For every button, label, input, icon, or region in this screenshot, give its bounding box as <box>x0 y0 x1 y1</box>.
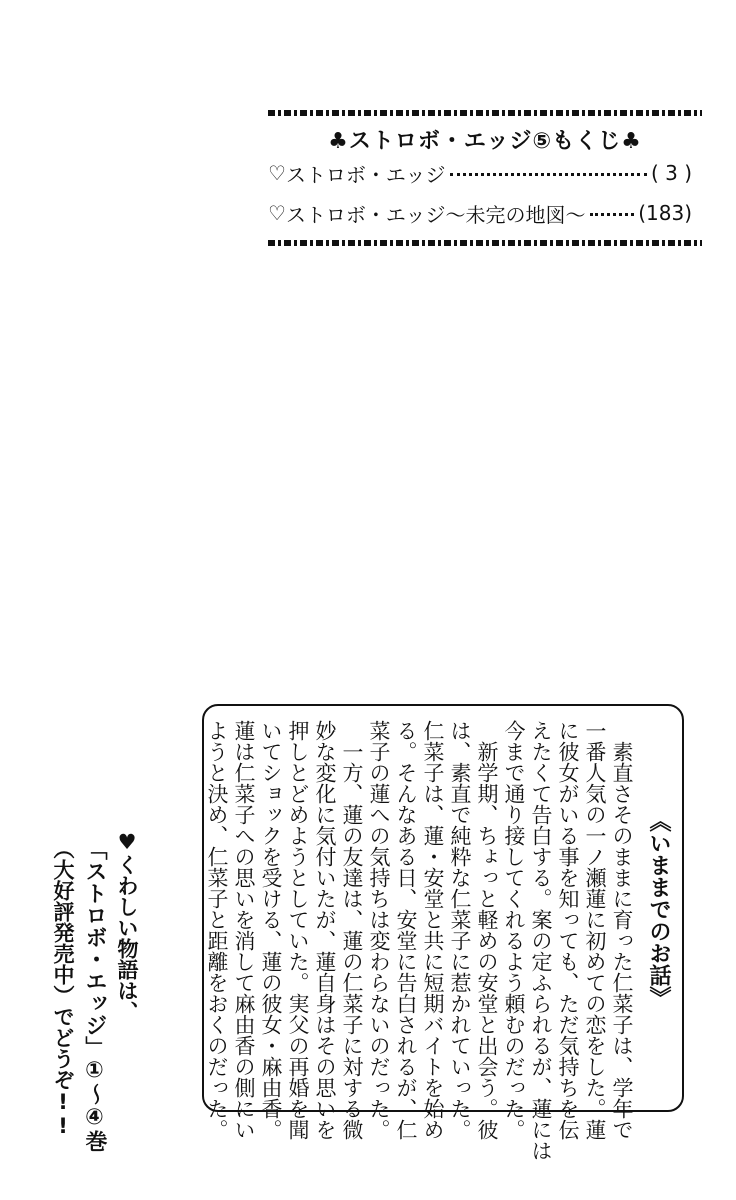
toc-title: ♣ストロボ・エッジ⑤もくじ♣ <box>328 129 642 154</box>
summary-line: えたくて告白する。案の定ふられるが、蓮には <box>529 720 553 1161</box>
toc-entry[interactable] <box>268 198 692 228</box>
info-line-more-story: ♥くわしい物語は、 <box>115 830 139 1022</box>
summary-line: ようと決め、仁菜子と距離をおくのだった。 <box>205 720 229 1140</box>
summary-line: 一方、蓮の友達は、蓮の仁菜子に対する微 <box>340 720 364 1140</box>
summary-line: 蓮は仁菜子への思いを消して麻由香の側にい <box>232 720 256 1140</box>
info-line-on-sale: （大好評発売中）でどうぞ!! <box>51 838 75 1138</box>
story-summary-box <box>202 704 684 1161</box>
toc-entry[interactable] <box>268 158 692 188</box>
summary-line: 新学期、ちょっと軽めの安堂と出会う。彼 <box>475 720 499 1140</box>
toc-bottom-rule <box>268 240 702 246</box>
summary-line: 菜子の蓮への気持ちは変わらないのだった。 <box>367 720 391 1140</box>
heart-outline-icon: ♡ <box>268 201 286 225</box>
toc-entry-label: ストロボ・エッジ〜未完の地図〜 <box>285 202 586 227</box>
heart-outline-icon: ♡ <box>268 161 286 185</box>
summary-line: 今まで通り接してくれるよう頼むのだった。 <box>502 720 526 1140</box>
summary-heading: 《いままでのお話》 <box>646 810 671 1008</box>
summary-line: 仁菜子は、蓮・安堂と共に短期バイトを始め <box>421 720 445 1140</box>
summary-line: る。そんなある日、安堂に告白されるが、仁 <box>394 720 418 1140</box>
summary-line: いてショックを受ける、蓮の彼女・麻由香。 <box>259 720 283 1140</box>
summary-line: 一番人気の一ノ瀬蓮に初めての恋をした。蓮 <box>583 720 607 1140</box>
toc-top-rule <box>268 110 702 116</box>
toc-leader-dots <box>450 165 647 176</box>
toc-entry-page: ( 3 ) <box>650 161 692 185</box>
summary-line: 妙な変化に気付いたが、蓮自身はその思いを <box>313 720 337 1140</box>
summary-line: 素直さそのままに育った仁菜子は、学年で <box>610 720 634 1140</box>
toc-leader-dots <box>590 205 635 216</box>
summary-line: 押しとどめようとしていた。実父の再婚を聞 <box>286 720 310 1140</box>
summary-line: は、素直で純粋な仁菜子に惹かれていった。 <box>448 720 472 1140</box>
info-line-volumes: 「ストロボ・エッジ」①〜④巻 <box>82 838 107 1152</box>
summary-line: に彼女がいる事を知っても、ただ気持ちを伝 <box>556 720 580 1140</box>
toc-entry-label: ストロボ・エッジ <box>285 162 446 187</box>
toc-entry-page: (183) <box>638 201 692 225</box>
